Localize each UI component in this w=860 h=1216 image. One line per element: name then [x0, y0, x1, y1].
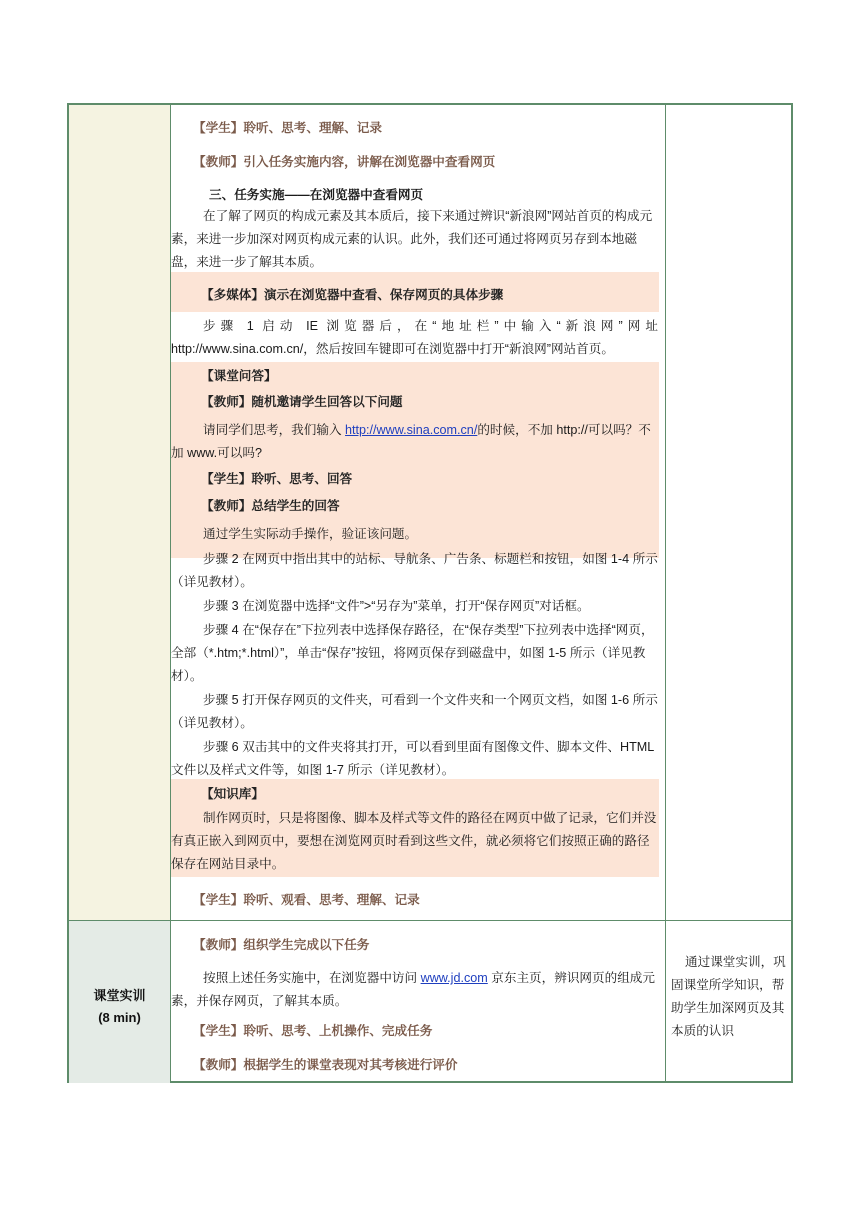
student-task-line: 【学生】聆听、思考、上机操作、完成任务 — [193, 1024, 433, 1038]
task-text-post: 京东主页，辨识网页的组成元素，并保存网页，了解其本质。 — [171, 971, 655, 1008]
row-divider — [69, 920, 791, 921]
teacher-line-1: 【教师】引入任务实施内容，讲解在浏览器中查看网页 — [193, 155, 496, 169]
teacher-eval-line: 【教师】根据学生的课堂表现对其考核进行评价 — [193, 1058, 458, 1072]
task-text-pre: 按照上述任务实施中，在浏览器中访问 — [203, 971, 421, 985]
question-text-pre: 请同学们思考，我们输入 — [203, 423, 346, 437]
step1-line-a: 步骤 1 启动 IE 浏览器后，在“地址栏”中输入“新浪网”网址 — [203, 319, 658, 333]
question-text-post: 的时候，不加 http://可以吗？不加 www.可以吗? — [171, 423, 651, 460]
lesson-table — [67, 103, 793, 1083]
jd-link[interactable]: www.jd.com — [420, 971, 488, 985]
step4-paragraph: 步骤 4 在“保存在”下拉列表中选择保存路径，在“保存类型”下拉列表中选择“网页，全部（*.htm;*.html）”，单击“保存”按钮，将网页保存到磁盘中，如图 1-5 所示（详见教材）。 — [171, 623, 654, 683]
step6-paragraph: 步骤 6 双击其中的文件夹将其打开，可以看到里面有图像文件、脚本文件、HTML 文件以及样式文件等，如图 1-7 所示（详见教材）。 — [171, 740, 654, 777]
step1-paragraph — [171, 315, 665, 361]
step5-paragraph: 步骤 5 打开保存网页的文件夹，可看到一个文件夹和一个网页文档，如图 1-6 所示（详见教材）。 — [171, 693, 658, 730]
stage-time: (8 min) — [98, 1010, 141, 1025]
stage-cell-empty — [69, 105, 170, 920]
step2-paragraph: 步骤 2 在网页中指出其中的站标、导航条、广告条、标题栏和按钮，如图 1-4 所示（详见教材）。 — [171, 552, 658, 589]
qa-title: 【课堂问答】 — [201, 369, 277, 383]
section-heading: 三、任务实施——在浏览器中查看网页 — [209, 188, 424, 202]
purpose-cell — [671, 951, 789, 1043]
col-divider-2 — [665, 105, 666, 1081]
sina-link[interactable]: http://www.sina.com.cn/ — [345, 423, 478, 437]
verify-line: 通过学生实际动手操作，验证该问题。 — [203, 527, 418, 541]
student-line-1: 【学生】聆听、思考、理解、记录 — [193, 121, 382, 135]
teacher-task-line: 【教师】组织学生完成以下任务 — [193, 938, 370, 952]
stage-label — [69, 985, 170, 1029]
student-answer-line: 【学生】聆听、思考、回答 — [201, 472, 353, 486]
intro-paragraph: 在了解了网页的构成元素及其本质后，接下来通过辨识“新浪网”网站首页的构成元素，来进一步加深对网页构成元素的认识。此外，我们还可通过将网页另存到本地磁盘，来进一步了解其本质。 — [171, 209, 653, 269]
question-paragraph — [171, 419, 665, 465]
knowledge-title: 【知识库】 — [201, 787, 264, 801]
multimedia-line: 【多媒体】演示在浏览器中查看、保存网页的具体步骤 — [201, 288, 504, 302]
teacher-summary-line: 【教师】总结学生的回答 — [201, 499, 340, 513]
stage-name: 课堂实训 — [93, 988, 146, 1003]
step1-line-b: http://www.sina.com.cn/，然后按回车键即可在浏览器中打开“新浪网”网站首页。 — [171, 342, 614, 356]
student-line-2: 【学生】聆听、观看、思考、理解、记录 — [193, 893, 420, 907]
knowledge-paragraph: 制作网页时，只是将图像、脚本及样式等文件的路径在网页中做了记录，它们并没有真正嵌入到网页中，要想在浏览网页时看到这些文件，就必须将它们按照正确的路径保存在网站目录中。 — [171, 811, 657, 871]
purpose-text: 通过课堂实训，巩固课堂所学知识，帮助学生加深网页及其本质的认识 — [671, 955, 786, 1038]
task-paragraph — [171, 967, 665, 1013]
step3-paragraph: 步骤 3 在浏览器中选择“文件”>“另存为”菜单，打开“保存网页”对话框。 — [203, 599, 590, 613]
teacher-question-line: 【教师】随机邀请学生回答以下问题 — [201, 395, 403, 409]
